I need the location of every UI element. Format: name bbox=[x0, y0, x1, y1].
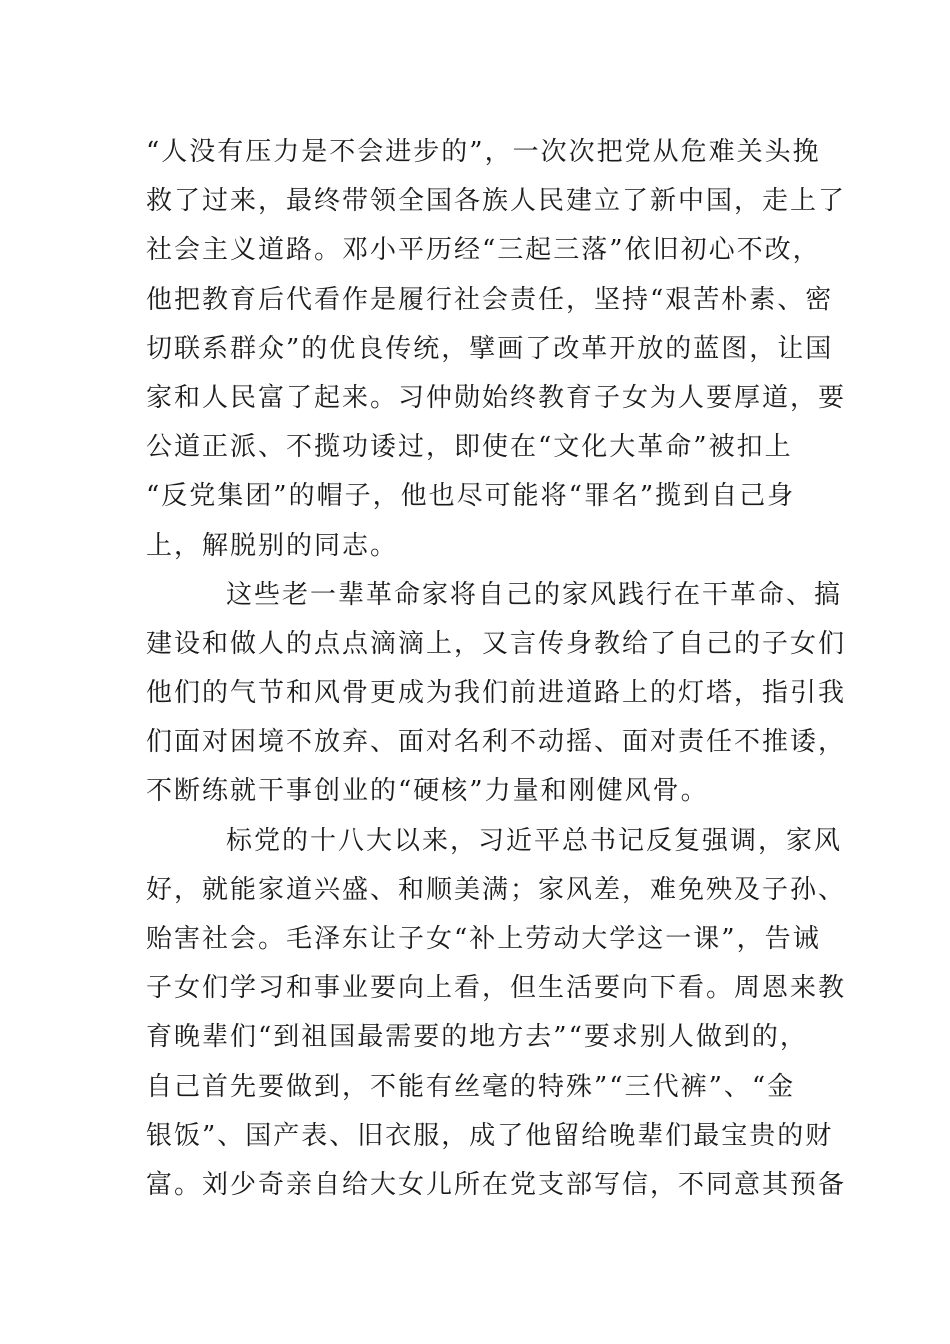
text-line: 富。刘少奇亲自给大女儿所在党支部写信，不同意其预备 bbox=[146, 1169, 847, 1200]
text-line: 好，就能家道兴盛、和顺美满；家风差，难免殃及子孙、 bbox=[146, 874, 847, 905]
text-line: 这些老一辈革命家将自己的家风践行在干革命、搞 bbox=[226, 579, 843, 610]
text-line: 建设和做人的点点滴滴上，又言传身教给了自己的子女们 bbox=[146, 628, 847, 659]
text-line: 家和人民富了起来。习仲勋始终教育子女为人要厚道，要 bbox=[146, 382, 847, 413]
text-line: 公道正派、不揽功诿过，即使在“文化大革命”被扣上 bbox=[146, 432, 793, 463]
text-line: “人没有压力是不会进步的”，一次次把党从危难关头挽 bbox=[146, 137, 821, 167]
text-line: 救了过来，最终带领全国各族人民建立了新中国，走上了 bbox=[146, 186, 847, 217]
text-line: 他们的气节和风骨更成为我们前进道路上的灯塔，指引我 bbox=[146, 678, 847, 709]
text-line: 不断练就干事创业的“硬核”力量和刚健风骨。 bbox=[146, 776, 709, 807]
text-line: 子女们学习和事业要向上看，但生活要向下看。周恩来教 bbox=[146, 973, 847, 1004]
document-body bbox=[146, 128, 847, 1210]
text-line: 社会主义道路。邓小平历经“三起三落”依旧初心不改， bbox=[146, 235, 821, 266]
text-line: 们面对困境不放弃、面对名利不动摇、面对责任不推诿， bbox=[146, 727, 847, 758]
text-line: 上，解脱别的同志。 bbox=[146, 530, 399, 561]
text-line: “反党集团”的帽子，他也尽可能将“罪名”揽到自己身 bbox=[146, 481, 796, 512]
text-line: 标党的十八大以来，习近平总书记反复强调，家风 bbox=[226, 825, 843, 856]
text-line: 贻害社会。毛泽东让子女“补上劳动大学这一课”，告诫 bbox=[146, 924, 821, 954]
text-line: 他把教育后代看作是履行社会责任，坚持“艰苦朴素、密 bbox=[146, 284, 834, 315]
text-line: 切联系群众”的优良传统，擘画了改革开放的蓝图，让国 bbox=[146, 333, 834, 364]
text-line: 育晚辈们“到祖国最需要的地方去”“要求别人做到的， bbox=[146, 1022, 808, 1053]
text-line: 自己首先要做到，不能有丝毫的特殊”“三代裤”、“金 bbox=[146, 1071, 796, 1102]
text-line: 银饭”、国产表、旧衣服，成了他留给晚辈们最宝贵的财 bbox=[146, 1120, 834, 1151]
